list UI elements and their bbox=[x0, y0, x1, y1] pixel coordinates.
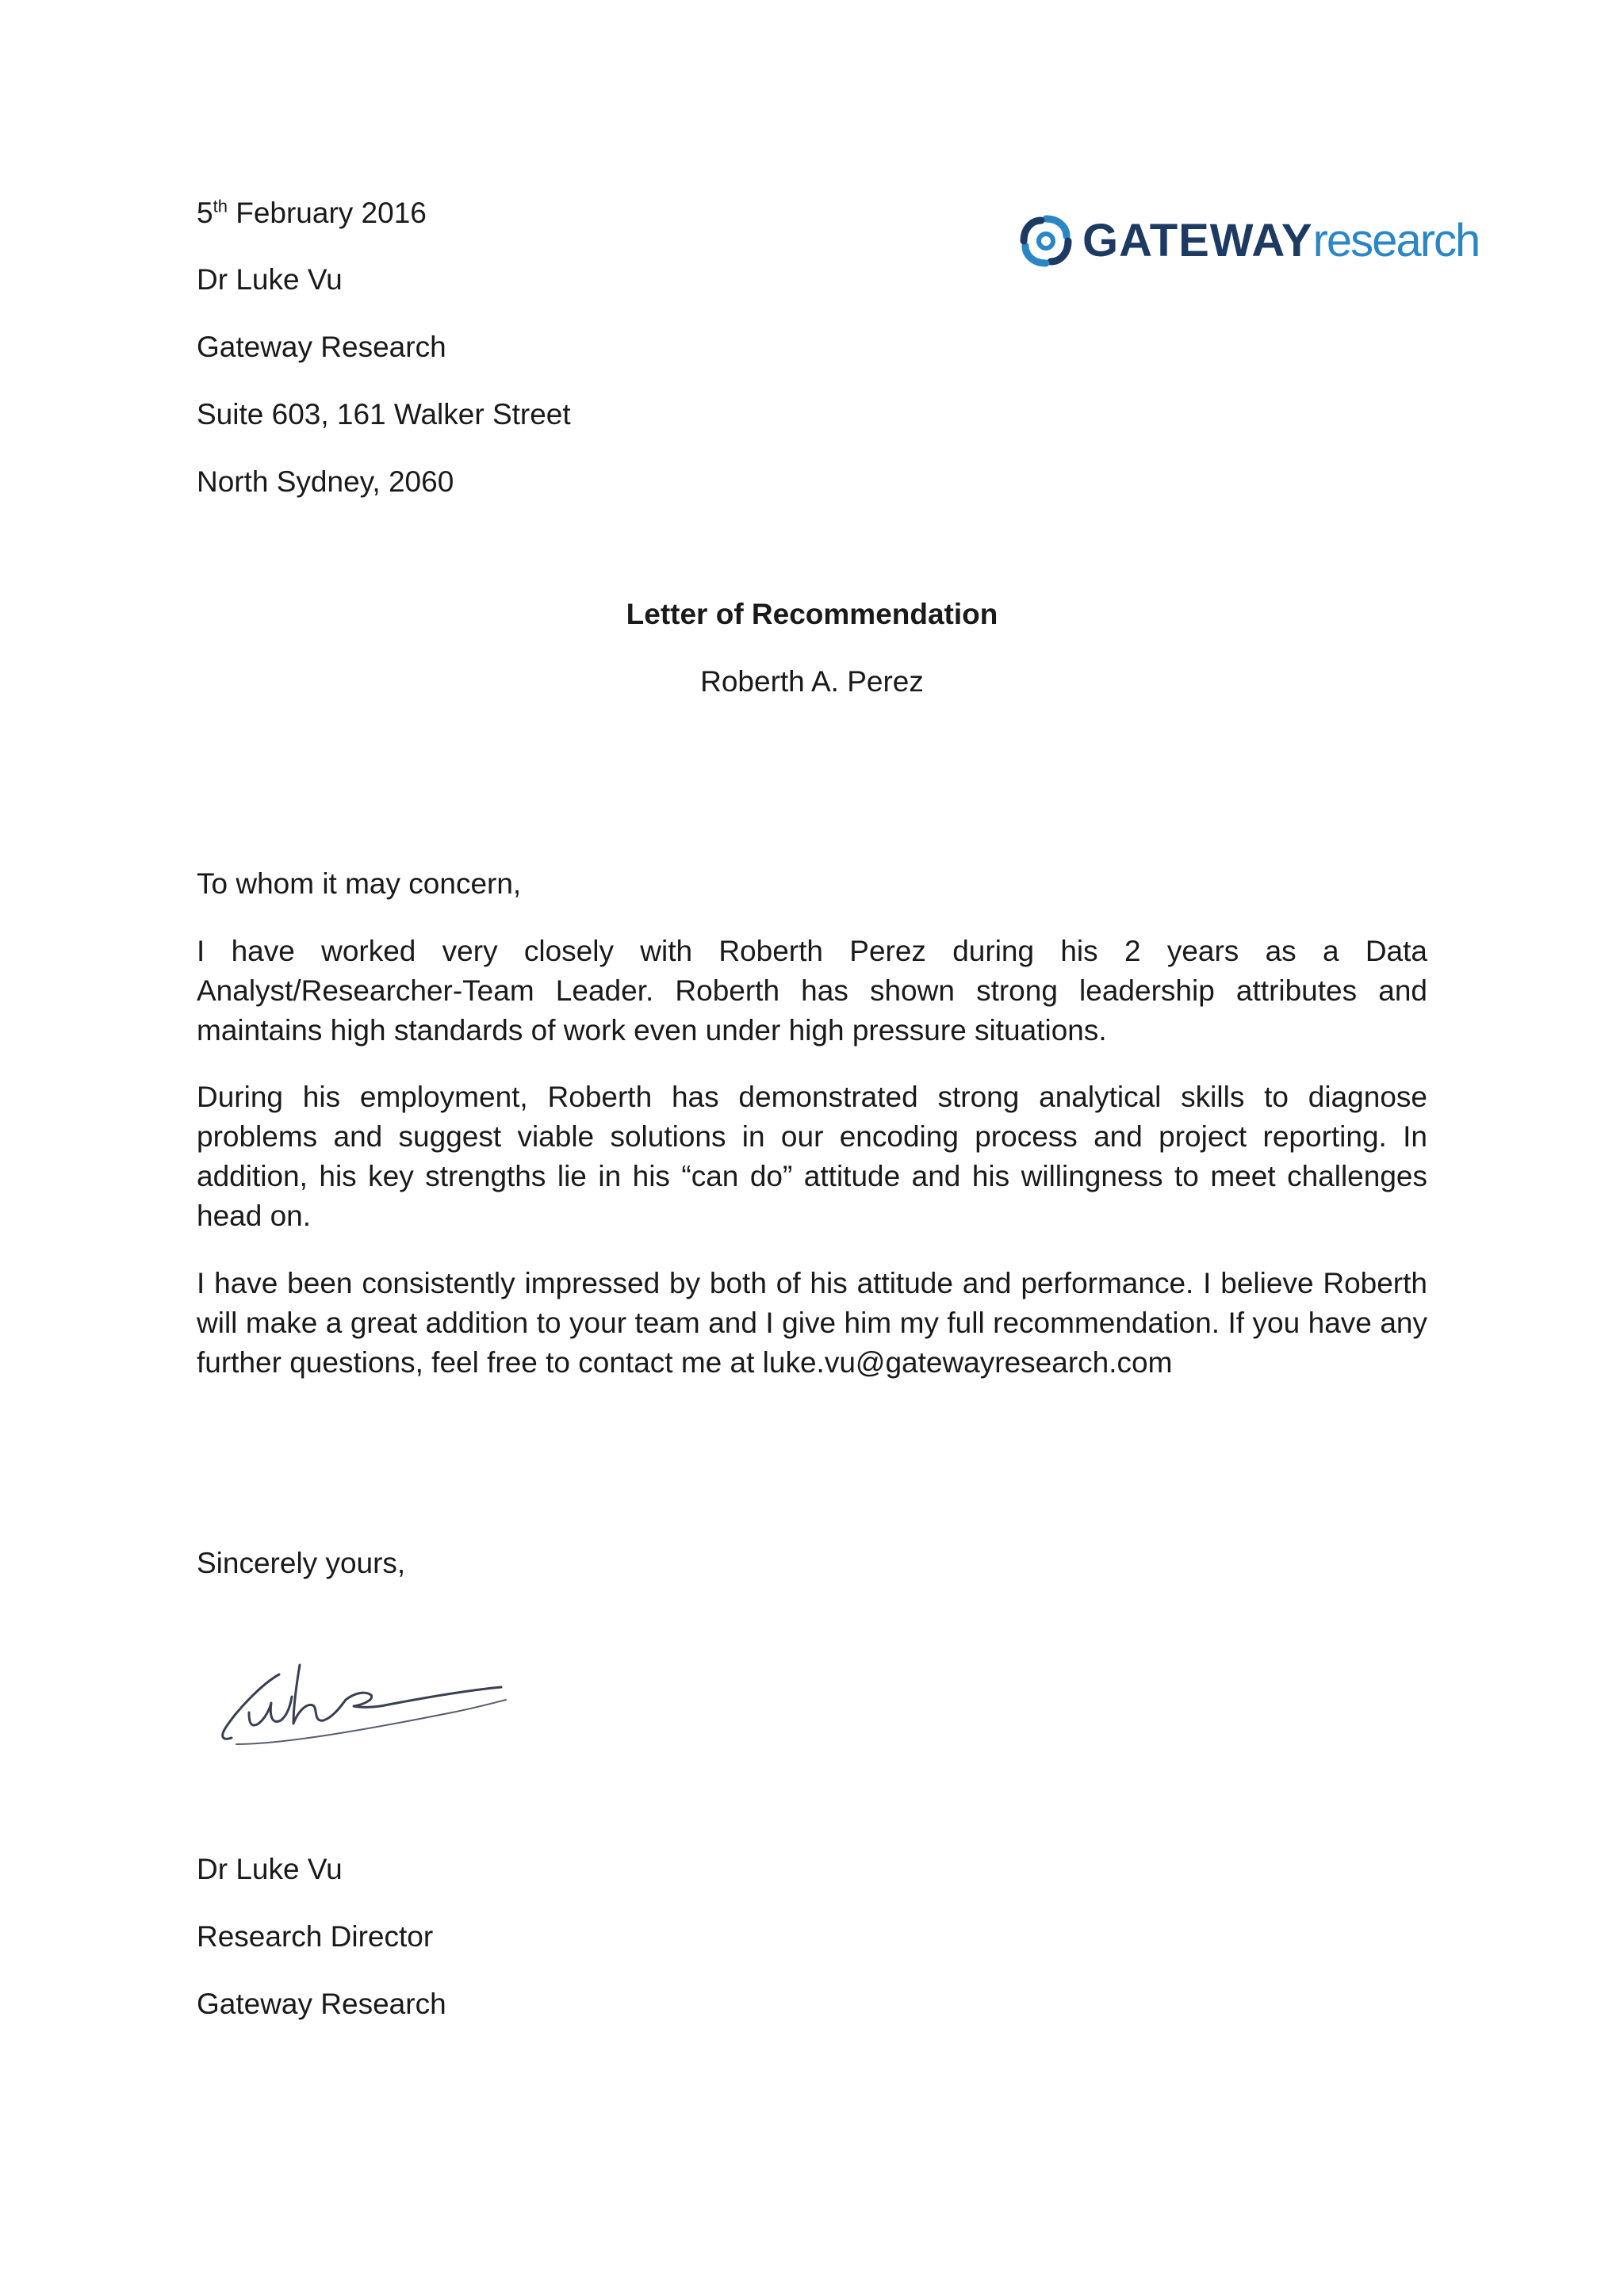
date-day: 5 bbox=[197, 197, 213, 229]
signatory-name: Dr Luke Vu bbox=[197, 1853, 343, 1885]
sender-city: North Sydney, 2060 bbox=[197, 465, 454, 498]
gateway-logo-icon bbox=[1017, 212, 1074, 270]
salutation: To whom it may concern, bbox=[197, 867, 522, 900]
signatory-company: Gateway Research bbox=[197, 1988, 446, 2020]
date-suffix: th bbox=[213, 196, 228, 216]
letter-subject: Roberth A. Perez bbox=[700, 665, 924, 698]
company-logo bbox=[1017, 212, 1480, 270]
body-paragraph-3: I have been consistently impressed by both of his attitude and performance. I believe Roberth will make a great addition to your team and I give him my full recommendation. If you have any further questions, feel free to contact me at luke.vu@gatewayresearch.com bbox=[197, 1267, 1427, 1379]
sender-street: Suite 603, 161 Walker Street bbox=[197, 398, 571, 430]
logo-wordmark-strong: GATEWAY bbox=[1082, 215, 1313, 266]
handwritten-signature bbox=[214, 1617, 563, 1752]
letter-date bbox=[197, 193, 427, 233]
logo-wordmark-light: research bbox=[1312, 215, 1480, 266]
letter-heading: Letter of Recommendation bbox=[626, 598, 998, 630]
signatory-position: Research Director bbox=[197, 1920, 434, 1953]
logo-wordmark bbox=[1082, 216, 1479, 266]
date-month-year: February 2016 bbox=[227, 197, 427, 229]
body-paragraph-2: During his employment, Roberth has demonstrated strong analytical skills to diagnose problems and suggest viable solutions in our encoding process and project reporting. In addition, his key strengths lie in his “can do” attitude and his willingness to meet challenges head on. bbox=[197, 1081, 1427, 1232]
body-paragraph-1: I have worked very closely with Roberth Perez during his 2 years as a Data Analyst/Researcher-Team Leader. Roberth has shown strong leadership attributes and maintains high standards of work even under high pressure situations. bbox=[197, 935, 1427, 1047]
sender-organization: Gateway Research bbox=[197, 331, 446, 363]
sender-name: Dr Luke Vu bbox=[197, 263, 343, 296]
sign-off: Sincerely yours, bbox=[197, 1547, 406, 1579]
